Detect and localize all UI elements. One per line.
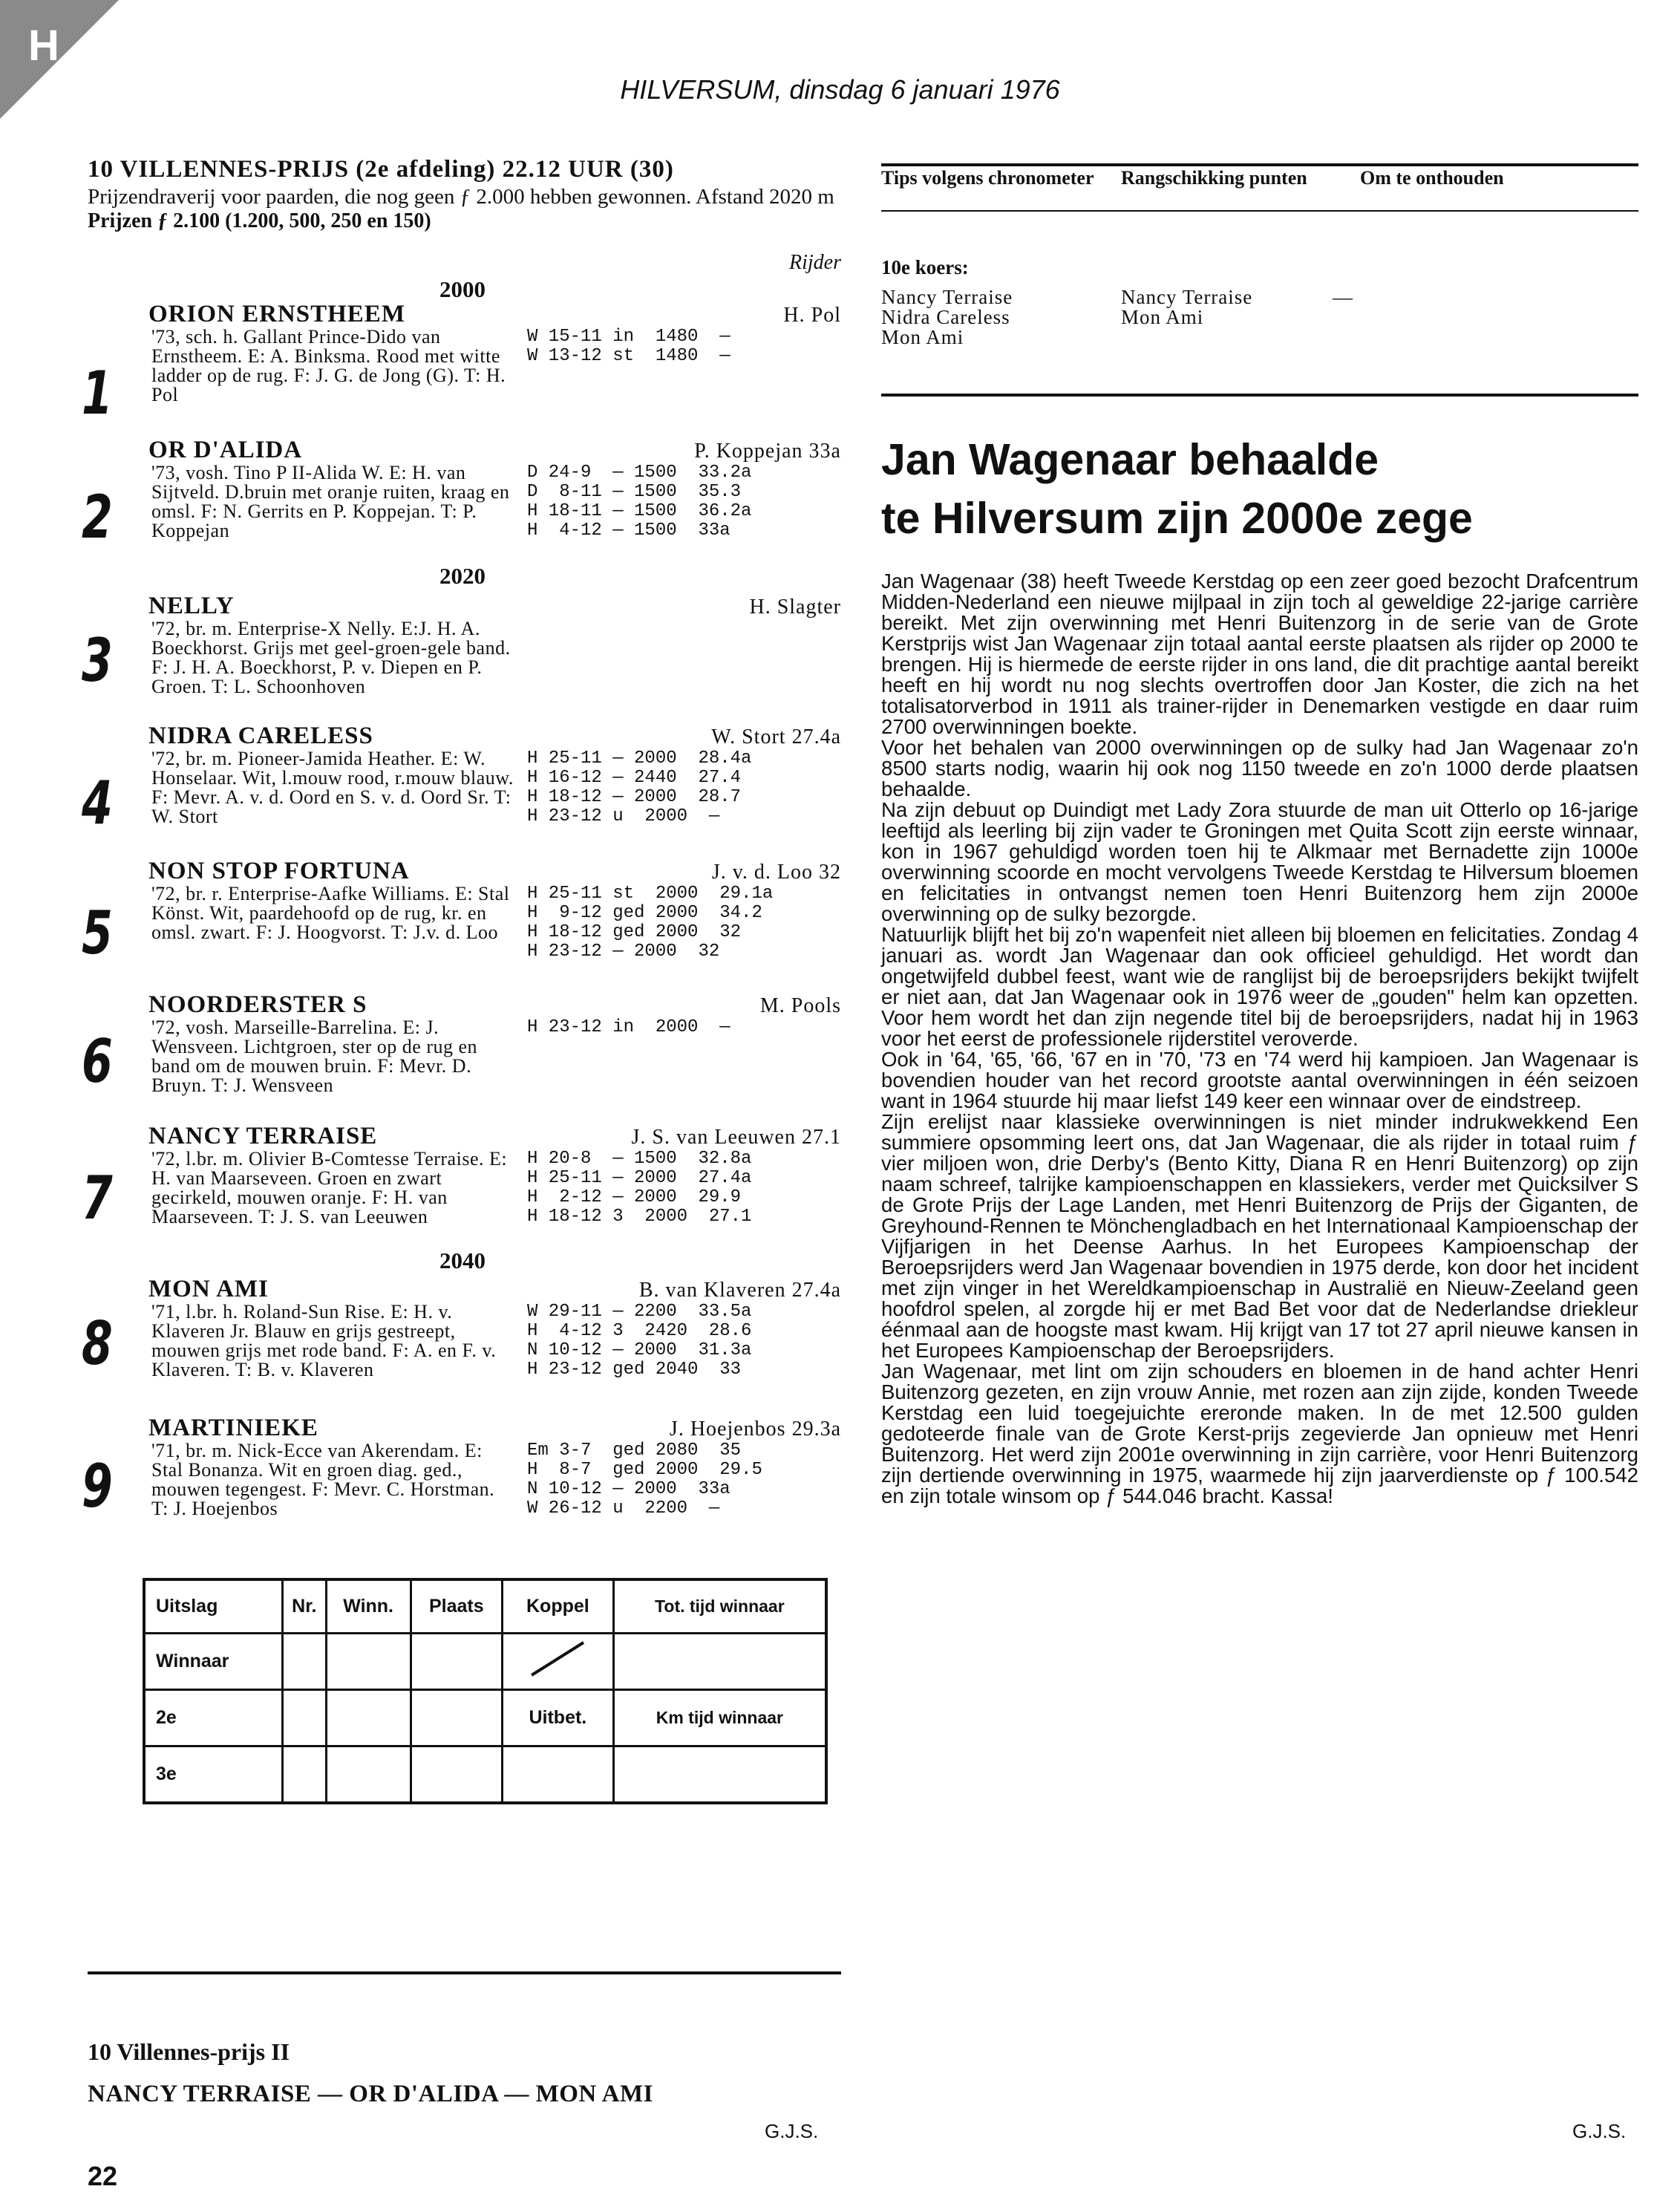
results-header: Uitslag [144,1579,283,1633]
form-line: H 20-8 — 1500 32.8a [527,1149,752,1169]
article-paragraph: Ook in '64, '65, '66, '67 en in '70, '73 en '74 werd hij kampioen. Jan Wagenaar is bovendien houder van het record grootste aantal overwinningen in één seizoen want in 1964 stuurde hij maar liefst 149 keer een winnaar over de eindstreep. [881,1048,1638,1112]
horse-number: 3 [82,626,113,695]
results-row-label: 3e [144,1746,283,1803]
horse-name: OR D'ALIDA [148,437,303,463]
horse-rider: H. Slagter [749,596,841,619]
tip-item: — [1333,286,1353,308]
tips-header: Tips volgens chronometer [881,167,1094,189]
horse-number: 7 [82,1164,113,1233]
horse-number: 5 [82,898,113,968]
horse-entry [82,437,841,552]
form-line: H 9-12 ged 2000 34.2 [527,903,762,923]
horse-description: '72, br. r. Enterprise-Aafke Williams. E: Stal Könst. Wit, paardehoofd op de rug, kr. en omsl. zwart. F: J. Hoogvorst. T: J.v. d. Loo [151,883,510,943]
horse-form [527,1302,839,1380]
horse-description: '71, l.br. h. Roland-Sun Rise. E: H. v. Klaveren Jr. Blauw en grijs gestreept, mouwen grijs met rode band. F: A. en F. v. Klaveren. T: B. v. Klaveren [151,1301,497,1380]
tips-punten [1121,287,1252,327]
results-header: Koppel [503,1579,614,1633]
horse-form [527,1441,839,1519]
horse-entry [82,1123,841,1233]
results-header: Winn. [326,1579,411,1633]
article-paragraph: Jan Wagenaar, met lint om zijn schouders en bloemen in de hand achter Henri Buitenzorg gezeten, en zijn vrouw Annie, met rozen aan zijn zijde, konden Tweede Kerstdag een luid toegejuichte ereronde maken. In de met 12.500 gulden gedoteerde finale van de Grote Kerst-prijs zegevierde Jan opnieuw met Henri Buitenzorg. Het werd zijn 2001e overwinning in zijn carrière, voor Henri Buitenzorg zijn dertiende overwinning in 1975, waarmede hij zijn jaarverdienste op ƒ 100.542 en zijn totale winsom op ƒ 544.046 bracht. Kassa! [881,1360,1638,1507]
form-line: W 15-11 in 1480 — [527,327,730,347]
race-prizes: Prijzen ƒ 2.100 (1.200, 500, 250 en 150) [88,209,431,232]
horse-name: NOORDERSTER S [148,991,367,1018]
divider [881,394,1638,397]
horse-name: NON STOP FORTUNA [148,858,410,884]
horse-rider: J. S. van Leeuwen 27.1 [631,1126,841,1149]
tip-item: Nancy Terraise [881,286,1013,308]
corner-letter: H [28,22,59,70]
horse-rider: H. Pol [783,304,841,327]
form-line: H 23-12 — 2000 32 [527,942,720,962]
masthead: HILVERSUM, dinsdag 6 januari 1976 [620,74,1060,105]
headline-line: Jan Wagenaar behaalde [881,435,1379,484]
tip-item: Mon Ami [1121,306,1204,328]
horse-entry [82,858,841,968]
form-line: H 18-11 — 1500 36.2a [527,501,752,521]
form-line: D 24-9 — 1500 33.2a [527,463,752,483]
bottom-race-title: 10 Villennes-prijs II [88,2038,290,2065]
horse-entry [82,1276,841,1380]
bottom-tips: NANCY TERRAISE — OR D'ALIDA — MON AMI [88,2081,653,2107]
tips-onthouden [1333,287,1353,307]
article-paragraph: Zijn erelijst naar klassieke overwinningen is niet minder indrukwekkend Een summiere opsomming leert ons, dat Jan Wagenaar, die als rijder in totaal ruim ƒ vier miljoen won, drie Derby's (Bento Kitty, Diana R en Henri Buitenzorg) op zijn naam schreef, talrijke kampioenschappen en klassiekers, verder met Quicksilver S de Grote Prijs der Lage Landen, met Henri Buitenzorg de Prijs der Giganten, de Greyhound-Rennen te Mönchengladbach en het Internationaal Kampioenschap der Vijfjarigen in het Deense Aarhus. In het Europees Kampioenschap der Beroepsrijders werd Jan Wagenaar bovendien in 1975 derde, kon door het incident met zijn vinger in het Wereldkampioenschap in Australië en Nieuw-Zeeland geen hoofdrol spelen, al zorgde hij er met Bad Bet voor dat de Nederlandse driekleur éénmaal aan de hoogste mast kwam. Hij krijgt van 17 tot 27 april nieuwe kansen in het Europees Kampioenschap der Beroepsrijders. [881,1110,1638,1362]
horse-description: '73, sch. h. Gallant Prince-Dido van Ernstheem. E: A. Binksma. Rood met witte ladder op de rug. F: J. G. de Jong (G). T: H. Pol [151,326,506,405]
page-number: 22 [88,2161,118,2191]
results-header: Plaats [411,1579,502,1633]
horse-number: 9 [82,1452,113,1521]
horse-form [527,884,839,962]
form-line: H 18-12 3 2000 27.1 [527,1207,752,1227]
form-line: H 25-11 st 2000 29.1a [527,884,774,904]
horse-entry [82,722,841,838]
horse-form [527,1018,839,1037]
koppel-slash [503,1633,614,1689]
horse-rider: J. Hoejenbos 29.3a [669,1418,841,1441]
horse-description: '71, br. m. Nick-Ecce van Akerendam. E: Stal Bonanza. Wit en groen diag. ged., mouwen tegengest. F: Mevr. C. Horstman. T: J. Hoejenbos [151,1440,495,1519]
tips-chronometer [881,287,1013,348]
results-table [143,1578,828,1804]
divider [881,210,1638,212]
horse-form [527,1149,839,1227]
form-line: H 23-12 u 2000 — [527,806,720,826]
signature: G.J.S. [765,2120,819,2142]
form-line: Em 3-7 ged 2080 35 [527,1441,742,1461]
horse-rider: W. Stort 27.4a [711,725,841,748]
distance-label: 2040 [439,1247,486,1273]
horse-number: 2 [82,483,113,552]
horse-description: '72, l.br. m. Olivier B-Comtesse Terraise. E: H. van Maarseveen. Groen en zwart gecirkeld, mouwen oranje. F: H. van Maarseveen. T: J. S. van Leeuwen [151,1148,508,1227]
article-body [881,571,1638,1507]
horse-description: '72, vosh. Marseille-Barrelina. E: J. Wensveen. Lichtgroen, ster op de rug en band om de mouwen bruin. F: Mevr. D. Bruyn. T: J. Wensveen [151,1017,478,1096]
divider [881,163,1638,166]
horse-rider: P. Koppejan 33a [694,440,841,463]
form-line: H 4-12 — 1500 33a [527,521,730,541]
tip-item: Nidra Careless [881,306,1010,328]
horse-description: '72, br. m. Enterprise-X Nelly. E:J. H. A. Boeckhorst. Grijs met geel-groen-gele band. F: J. H. A. Boeckhorst, P. v. Diepen en P. Groen. T: L. Schoonhoven [151,618,511,697]
results-row-label: 2e [144,1689,283,1746]
horse-rider: J. v. d. Loo 32 [711,861,841,884]
horse-entry [82,1415,841,1521]
results-header: Nr. [283,1579,327,1633]
race-description: Prijzendraverij voor paarden, die nog geen ƒ 2.000 hebben gewonnen. Afstand 2020 m [88,185,834,209]
form-line: H 18-12 — 2000 28.7 [527,787,742,807]
article-paragraph: Natuurlijk blijft het bij zo'n wapenfeit niet alleen bij bloemen en felicitaties. Zondag 4 januari as. wordt Jan Wagenaar dan ook officieel gehuldigd. Het wordt dan ongetwijfeld dubbel feest, want wie de ranglijst bij de beroepsrijders bekijkt twijfelt er niet aan, dat Jan Wagenaar ook in 1976 weer de „gouden" helm kan opzetten. Voor hem wordt het dan zijn negende titel bij de beroepsrijders, nadat hij in 1963 voor het eerst de professionele rijderstitel veroverde. [881,923,1638,1050]
horse-name: NELLY [148,593,235,619]
horse-rider: B. van Klaveren 27.4a [638,1279,841,1302]
form-line: W 13-12 st 1480 — [527,346,730,366]
form-line: H 18-12 ged 2000 32 [527,922,742,942]
form-line: H 16-12 — 2440 27.4 [527,768,742,788]
horse-number: 6 [82,1027,113,1096]
headline-line: te Hilversum zijn 2000e zege [881,494,1473,543]
horse-entry [82,991,841,1096]
tips-header: Om te onthouden [1360,167,1504,189]
horse-number: 4 [82,769,113,838]
distance-label: 2020 [439,563,486,589]
article-paragraph: Na zijn debuut op Duindigt met Lady Zora stuurde de man uit Otterlo op 16-jarige leeftijd als leerling bij zijn vader te Groningen met Quita Scott zijn eerste winnaar, kon in 1967 gehuldigd worden toen hij te Alkmaar met Bernadette zijn 1000e overwinning scoorde en mocht vervolgens Tweede Kerstdag te Hilversum bloemen en felicitaties in ontvangst nemen toen Henri Buitenzorg hem zijn 2000e overwinning op de sulky bezorgde. [881,798,1638,925]
article-headline [881,431,1646,548]
form-line: H 8-7 ged 2000 29.5 [527,1460,762,1480]
horse-form [527,327,839,366]
tip-item: Mon Ami [881,326,964,348]
race-program [88,156,841,274]
form-line: H 23-12 in 2000 — [527,1017,730,1037]
distance-label: 2000 [439,276,486,302]
horse-name: ORION ERNSTHEEM [148,301,405,327]
form-line: D 8-11 — 1500 35.3 [527,482,742,502]
form-line: W 26-12 u 2200 — [527,1498,720,1519]
article-signature: G.J.S. [1572,2120,1627,2142]
horse-name: MARTINIEKE [148,1415,318,1441]
rider-column-header: Rijder [789,251,841,274]
results-header: Tot. tijd winnaar [613,1579,826,1633]
form-line: H 25-11 — 2000 27.4a [527,1168,752,1188]
horse-number: 1 [82,359,113,428]
horse-name: MON AMI [148,1276,269,1302]
results-row-label: Winnaar [144,1633,283,1689]
article-paragraph: Voor het behalen van 2000 overwinningen op de sulky had Jan Wagenaar zo'n 8500 starts nodig, waarin hij ook nog 1150 tweede en zo'n 1000 derde plaatsen behaalde. [881,736,1638,800]
uitbet-label: Uitbet. [503,1689,614,1746]
km-tijd-label: Km tijd winnaar [613,1689,826,1746]
horse-entry [82,301,841,428]
horse-entry [82,593,841,697]
form-line: N 10-12 — 2000 31.3a [527,1340,752,1360]
horse-form [527,463,839,541]
horse-number: 8 [82,1309,113,1378]
horse-description: '72, br. m. Pioneer-Jamida Heather. E: W. Honselaar. Wit, l.mouw rood, r.mouw blauw. F: Mevr. A. v. d. Oord en S. v. d. Oord Sr. T: W. Stort [151,748,514,827]
form-line: H 23-12 ged 2040 33 [527,1360,742,1380]
tip-item: Nancy Terraise [1121,286,1253,308]
article-paragraph: Jan Wagenaar (38) heeft Tweede Kerstdag op een zeer goed bezocht Drafcentrum Midden-Nederland een nieuwe mijlpaal in zijn toch al geweldige 22-jarige carrière bereikt. Met zijn overwinning met Henri Buitenzorg in de serie van de Grote Kerstprijs wist Jan Wagenaar zijn totaal aantal eerste plaatsen als rijder op 2000 te brengen. Hij is hiermede de eerste rijder in ons land, die dit prachtige aantal bereikt heeft en hij wordt nu nog slechts overtroffen door Jan Koster, die zich na het totalisatorverbod in 1911 als trainer-rijder in Denemarken vestigde en daar ruim 2700 overwinningen boekte. [881,570,1638,738]
form-line: H 2-12 — 2000 29.9 [527,1187,742,1207]
horse-description: '73, vosh. Tino P II-Alida W. E: H. van Sijtveld. D.bruin met oranje ruiten, kraag en omsl. F: N. Gerrits en P. Koppejan. T: P. Koppejan [151,462,510,541]
form-line: N 10-12 — 2000 33a [527,1479,730,1499]
tips-header: Rangschikking punten [1121,167,1307,189]
form-line: W 29-11 — 2200 33.5a [527,1302,752,1322]
horse-rider: M. Pools [759,994,841,1017]
horse-form [527,749,839,826]
form-line: H 4-12 3 2420 28.6 [527,1321,752,1341]
horse-name: NANCY TERRAISE [148,1123,378,1149]
tips-section: 10e koers: [881,256,969,278]
divider [88,1971,841,1974]
horse-name: NIDRA CARELESS [148,722,373,749]
form-line: H 25-11 — 2000 28.4a [527,748,752,769]
race-title: 10 VILLENNES-PRIJS (2e afdeling) 22.12 UUR (30) [88,156,674,183]
